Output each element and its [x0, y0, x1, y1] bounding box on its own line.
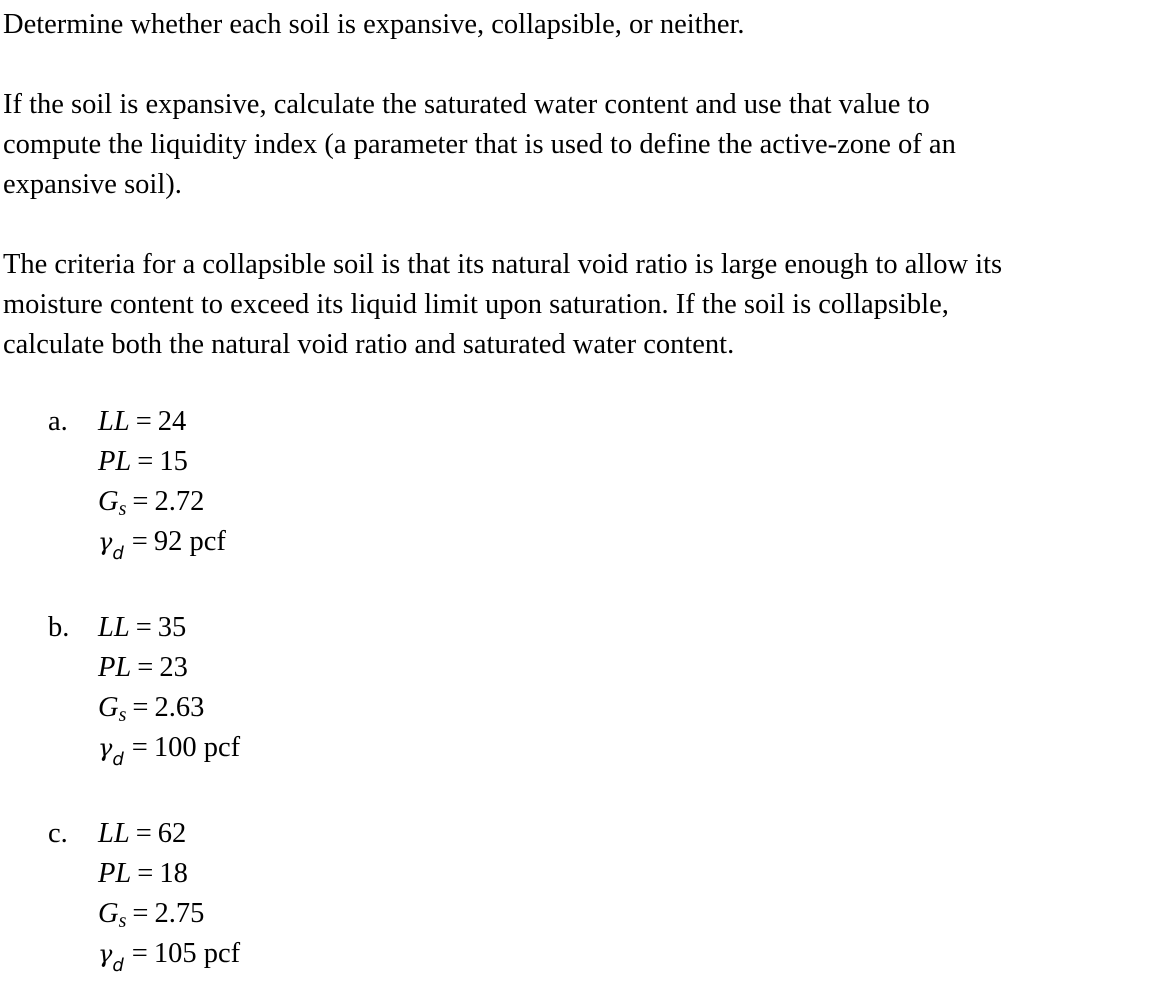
expansive-paragraph — [3, 85, 956, 205]
equals-sign: = — [137, 446, 154, 477]
dry-unit-weight-line — [98, 934, 240, 974]
gs-value: 2.72 — [154, 486, 205, 517]
pl-symbol: PL — [98, 446, 132, 477]
equals-sign: = — [135, 612, 152, 643]
equals-sign: = — [132, 692, 149, 723]
gamma-symbol: γ — [98, 528, 113, 556]
gs-value: 2.75 — [154, 898, 205, 929]
problem-label: c. — [48, 818, 68, 849]
s-subscript: s — [118, 704, 127, 726]
collapsible-line-1: The criteria for a collapsible soil is that its natural void ratio is large enough to allow its — [3, 249, 1003, 280]
instruction-paragraph — [3, 5, 745, 45]
gamma-d-value: 92 pcf — [153, 526, 226, 557]
specific-gravity-line — [98, 482, 204, 522]
g-symbol: G — [98, 486, 119, 517]
collapsible-line-3: calculate both the natural void ratio and saturated water content. — [3, 329, 735, 360]
ll-value: 62 — [157, 818, 187, 849]
pl-symbol: PL — [98, 652, 132, 683]
specific-gravity-line — [98, 688, 204, 728]
dry-unit-weight-line — [98, 522, 226, 562]
plastic-limit-line — [98, 648, 188, 688]
plastic-limit-line — [98, 442, 188, 482]
equals-sign: = — [135, 406, 152, 437]
equals-sign: = — [132, 898, 149, 929]
equals-sign: = — [137, 858, 154, 889]
problem-label: a. — [48, 406, 68, 437]
pl-value: 23 — [159, 652, 188, 683]
ll-symbol: LL — [98, 818, 130, 849]
g-symbol: G — [98, 898, 119, 929]
collapsible-line-2: moisture content to exceed its liquid limit upon saturation. If the soil is collapsible, — [3, 289, 949, 320]
liquid-limit-line — [98, 402, 186, 442]
gs-value: 2.63 — [154, 692, 205, 723]
dry-unit-weight-line — [98, 728, 240, 768]
plastic-limit-line — [98, 854, 188, 894]
equals-sign: = — [132, 486, 149, 517]
s-subscript: s — [118, 910, 127, 932]
ll-value: 35 — [157, 612, 187, 643]
pl-value: 18 — [159, 858, 188, 889]
equals-sign: = — [135, 818, 152, 849]
expansive-line-1: If the soil is expansive, calculate the saturated water content and use that value to — [3, 89, 930, 120]
pl-symbol: PL — [98, 858, 132, 889]
specific-gravity-line — [98, 894, 204, 934]
gamma-d-value: 100 pcf — [153, 732, 241, 763]
liquid-limit-line — [98, 814, 186, 854]
s-subscript: s — [118, 498, 127, 520]
expansive-line-3: expansive soil). — [3, 169, 182, 200]
problem-label: b. — [48, 612, 70, 643]
collapsible-paragraph — [3, 245, 1002, 365]
equals-sign: = — [131, 526, 148, 557]
equals-sign: = — [131, 732, 148, 763]
ll-value: 24 — [157, 406, 187, 437]
g-symbol: G — [98, 692, 119, 723]
d-subscript: d — [112, 955, 124, 976]
d-subscript: d — [112, 749, 124, 770]
equals-sign: = — [131, 938, 148, 969]
gamma-d-value: 105 pcf — [153, 938, 241, 969]
equals-sign: = — [137, 652, 154, 683]
pl-value: 15 — [159, 446, 188, 477]
ll-symbol: LL — [98, 406, 130, 437]
ll-symbol: LL — [98, 612, 130, 643]
d-subscript: d — [112, 543, 124, 564]
instruction-line: Determine whether each soil is expansive, collapsible, or neither. — [3, 9, 745, 40]
gamma-symbol: γ — [98, 734, 113, 762]
expansive-line-2: compute the liquidity index (a parameter that is used to define the active-zone of an — [3, 129, 956, 160]
gamma-symbol: γ — [98, 940, 113, 968]
liquid-limit-line — [98, 608, 186, 648]
